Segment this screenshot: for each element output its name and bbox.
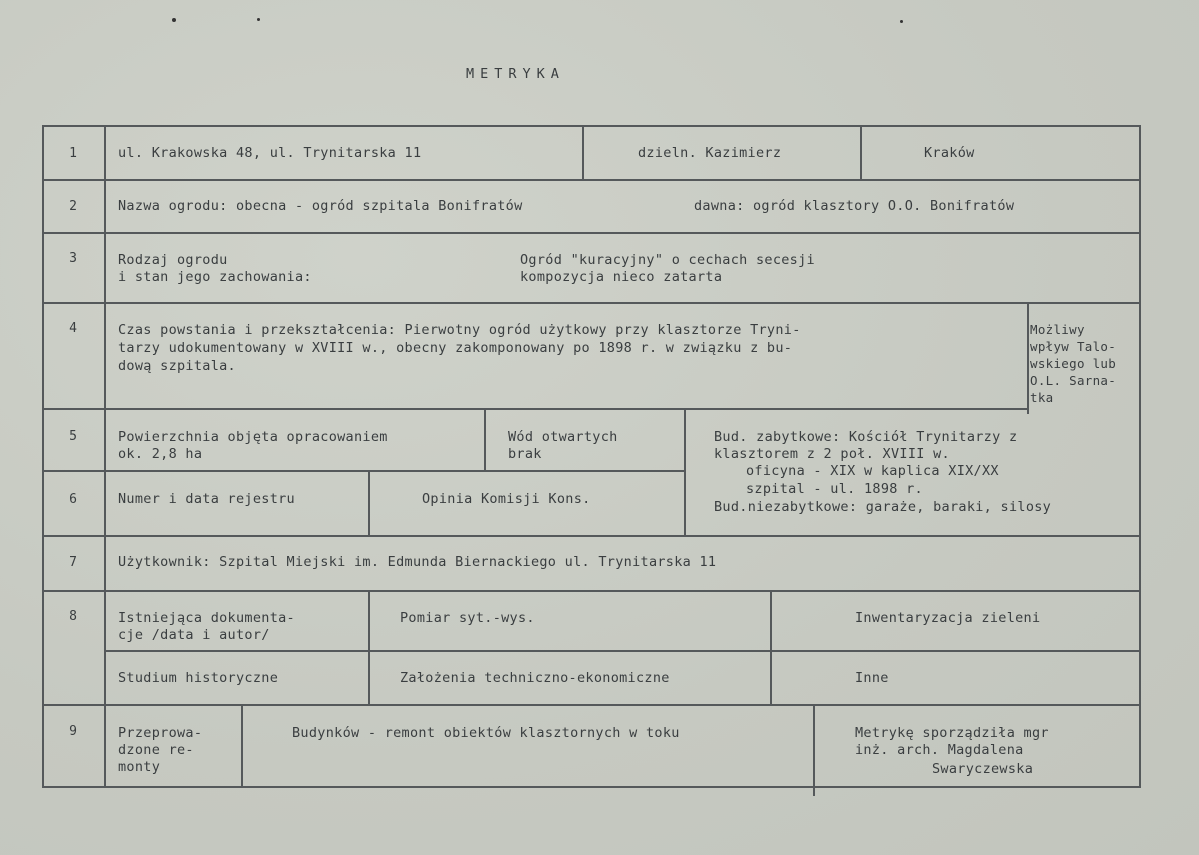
open-water-value: brak — [508, 446, 542, 462]
history-text: Czas powstania i przekształcenia: Pierwotny ogród użytkowy przy klasztorze Tryni- — [118, 322, 801, 338]
open-water-label: Wód otwartych — [508, 429, 618, 445]
address: ul. Krakowska 48, ul. Trynitarska 11 — [118, 145, 422, 161]
col-divider — [484, 408, 486, 470]
row-number: 3 — [69, 251, 77, 266]
other-doc: Inne — [855, 670, 889, 686]
table-border-top — [42, 125, 1141, 127]
author-note: inż. arch. Magdalena — [855, 742, 1024, 758]
row-number: 1 — [69, 146, 77, 161]
ink-speck — [172, 18, 176, 22]
buildings-text: szpital - ul. 1898 r. — [746, 481, 923, 497]
influence-note: wpływ Talo- — [1030, 339, 1117, 354]
existing-docs-label: Istniejąca dokumenta- — [118, 610, 295, 626]
row-divider — [42, 232, 1141, 234]
register-label: Numer i data rejestru — [118, 491, 295, 507]
buildings-text: Bud.niezabytkowe: garaże, baraki, silosy — [714, 499, 1052, 515]
commission-opinion-label: Opinia Komisji Kons. — [422, 491, 591, 507]
col-divider — [582, 125, 584, 179]
row-divider — [42, 302, 1141, 304]
row-divider — [42, 408, 1027, 410]
garden-name-current: Nazwa ogrodu: obecna - ogród szpitala Bonifratów — [118, 198, 523, 214]
table-border-right — [1139, 125, 1141, 788]
row-number: 5 — [69, 429, 77, 444]
col-divider — [860, 125, 862, 179]
row-number: 6 — [69, 492, 77, 507]
garden-user: Użytkownik: Szpital Miejski im. Edmunda Biernackiego ul. Trynitarska 11 — [118, 554, 717, 570]
history-text: dową szpitala. — [118, 358, 236, 374]
buildings-text: klasztorem z 2 poł. XVIII w. — [714, 446, 950, 462]
garden-type-label: i stan jego zachowania: — [118, 269, 312, 285]
city: Kraków — [924, 145, 975, 161]
ink-speck — [900, 20, 903, 23]
existing-docs-label: cje /data i autor/ — [118, 627, 270, 643]
table-border-bottom — [42, 786, 1141, 788]
technical-assumptions-doc: Założenia techniczno-ekonomiczne — [400, 670, 670, 686]
row-divider — [42, 535, 1141, 537]
ink-speck — [257, 18, 260, 21]
area-label: Powierzchnia objęta opracowaniem — [118, 429, 388, 445]
row-number: 8 — [69, 609, 77, 624]
col-divider — [813, 704, 815, 796]
district: dzieln. Kazimierz — [638, 145, 782, 161]
greenery-inventory-doc: Inwentaryzacja zieleni — [855, 610, 1041, 626]
garden-name-former: dawna: ogród klasztory O.O. Bonifratów — [694, 198, 1015, 214]
table-border-left — [42, 125, 44, 788]
row-divider — [42, 470, 684, 472]
repairs-label: dzone re- — [118, 742, 194, 758]
row-divider — [42, 590, 1141, 592]
history-text: tarzy udokumentowany w XVIII w., obecny zakomponowany po 1898 r. w związku z bu- — [118, 340, 793, 356]
buildings-text: oficyna - XIX w kaplica XIX/XX — [746, 463, 999, 479]
garden-type-value: kompozycja nieco zatarta — [520, 269, 723, 285]
repairs-label: monty — [118, 759, 161, 775]
number-column-divider — [104, 125, 106, 788]
col-divider — [770, 590, 772, 704]
form-title: METRYKA — [466, 66, 565, 82]
row-number: 7 — [69, 555, 77, 570]
row-divider — [42, 704, 1141, 706]
col-divider — [684, 408, 686, 535]
row-divider — [42, 179, 1141, 181]
repairs-label: Przeprowa- — [118, 725, 203, 741]
historical-study-doc: Studium historyczne — [118, 670, 279, 686]
influence-note: tka — [1030, 390, 1054, 405]
influence-note: O.L. Sarna- — [1030, 373, 1117, 388]
row-number: 2 — [69, 199, 77, 214]
row-divider — [104, 650, 1141, 652]
repairs-buildings: Budynków - remont obiektów klasztornych w toku — [292, 725, 680, 741]
influence-note: wskiego lub — [1030, 356, 1117, 371]
survey-doc: Pomiar syt.-wys. — [400, 610, 535, 626]
row-number: 4 — [69, 321, 77, 336]
col-divider — [368, 590, 370, 704]
col-divider — [368, 470, 370, 535]
author-note: Swaryczewska — [932, 761, 1034, 777]
row-number: 9 — [69, 724, 77, 739]
author-note: Metrykę sporządziła mgr — [855, 725, 1049, 741]
buildings-text: Bud. zabytkowe: Kościół Trynitarzy z — [714, 429, 1018, 445]
garden-type-label: Rodzaj ogrodu — [118, 252, 228, 268]
influence-note: Możliwy — [1030, 322, 1085, 337]
area-value: ok. 2,8 ha — [118, 446, 203, 462]
garden-type-value: Ogród "kuracyjny" o cechach secesji — [520, 252, 815, 268]
col-divider — [241, 704, 243, 786]
col-divider — [1027, 302, 1029, 414]
